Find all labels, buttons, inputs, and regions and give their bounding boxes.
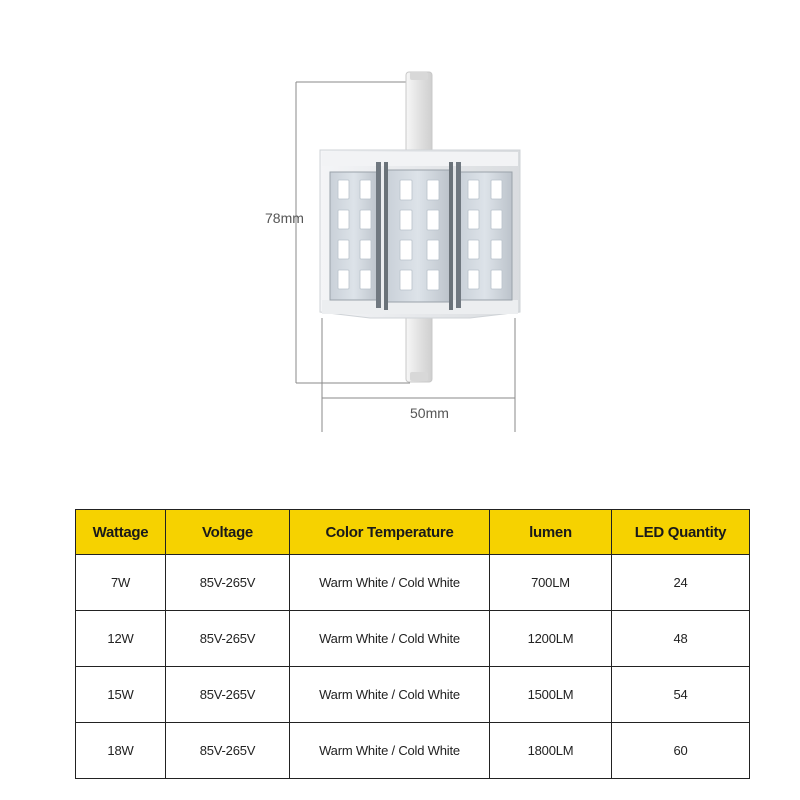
cell-wattage: 7W — [76, 555, 166, 611]
header-led-quantity: LED Quantity — [612, 510, 750, 555]
cell-color-temperature: Warm White / Cold White — [290, 723, 490, 779]
cell-led-quantity: 24 — [612, 555, 750, 611]
cell-lumen: 1200LM — [490, 611, 612, 667]
bottom-pin — [406, 312, 432, 382]
table-row — [76, 667, 750, 723]
cell-led-quantity: 48 — [612, 611, 750, 667]
cell-lumen: 1500LM — [490, 667, 612, 723]
table-row — [76, 555, 750, 611]
cell-led-quantity: 60 — [612, 723, 750, 779]
spec-table — [75, 509, 750, 779]
top-pin — [406, 72, 432, 152]
header-lumen: lumen — [490, 510, 612, 555]
cell-lumen: 1800LM — [490, 723, 612, 779]
cell-color-temperature: Warm White / Cold White — [290, 667, 490, 723]
cell-color-temperature: Warm White / Cold White — [290, 611, 490, 667]
cell-voltage: 85V-265V — [166, 667, 290, 723]
cell-lumen: 700LM — [490, 555, 612, 611]
header-color-temperature: Color Temperature — [290, 510, 490, 555]
table-row — [76, 611, 750, 667]
width-dimension-label: 50mm — [410, 405, 449, 421]
cell-wattage: 12W — [76, 611, 166, 667]
header-voltage: Voltage — [166, 510, 290, 555]
cell-led-quantity: 54 — [612, 667, 750, 723]
cell-voltage: 85V-265V — [166, 555, 290, 611]
height-dimension-label: 78mm — [265, 210, 304, 226]
cell-voltage: 85V-265V — [166, 723, 290, 779]
led-panel-center — [384, 162, 453, 310]
cell-wattage: 15W — [76, 667, 166, 723]
cell-color-temperature: Warm White / Cold White — [290, 555, 490, 611]
table-row — [76, 723, 750, 779]
led-panel-right — [456, 162, 512, 308]
cell-voltage: 85V-265V — [166, 611, 290, 667]
cell-wattage: 18W — [76, 723, 166, 779]
table-header-row — [76, 510, 750, 555]
header-wattage: Wattage — [76, 510, 166, 555]
